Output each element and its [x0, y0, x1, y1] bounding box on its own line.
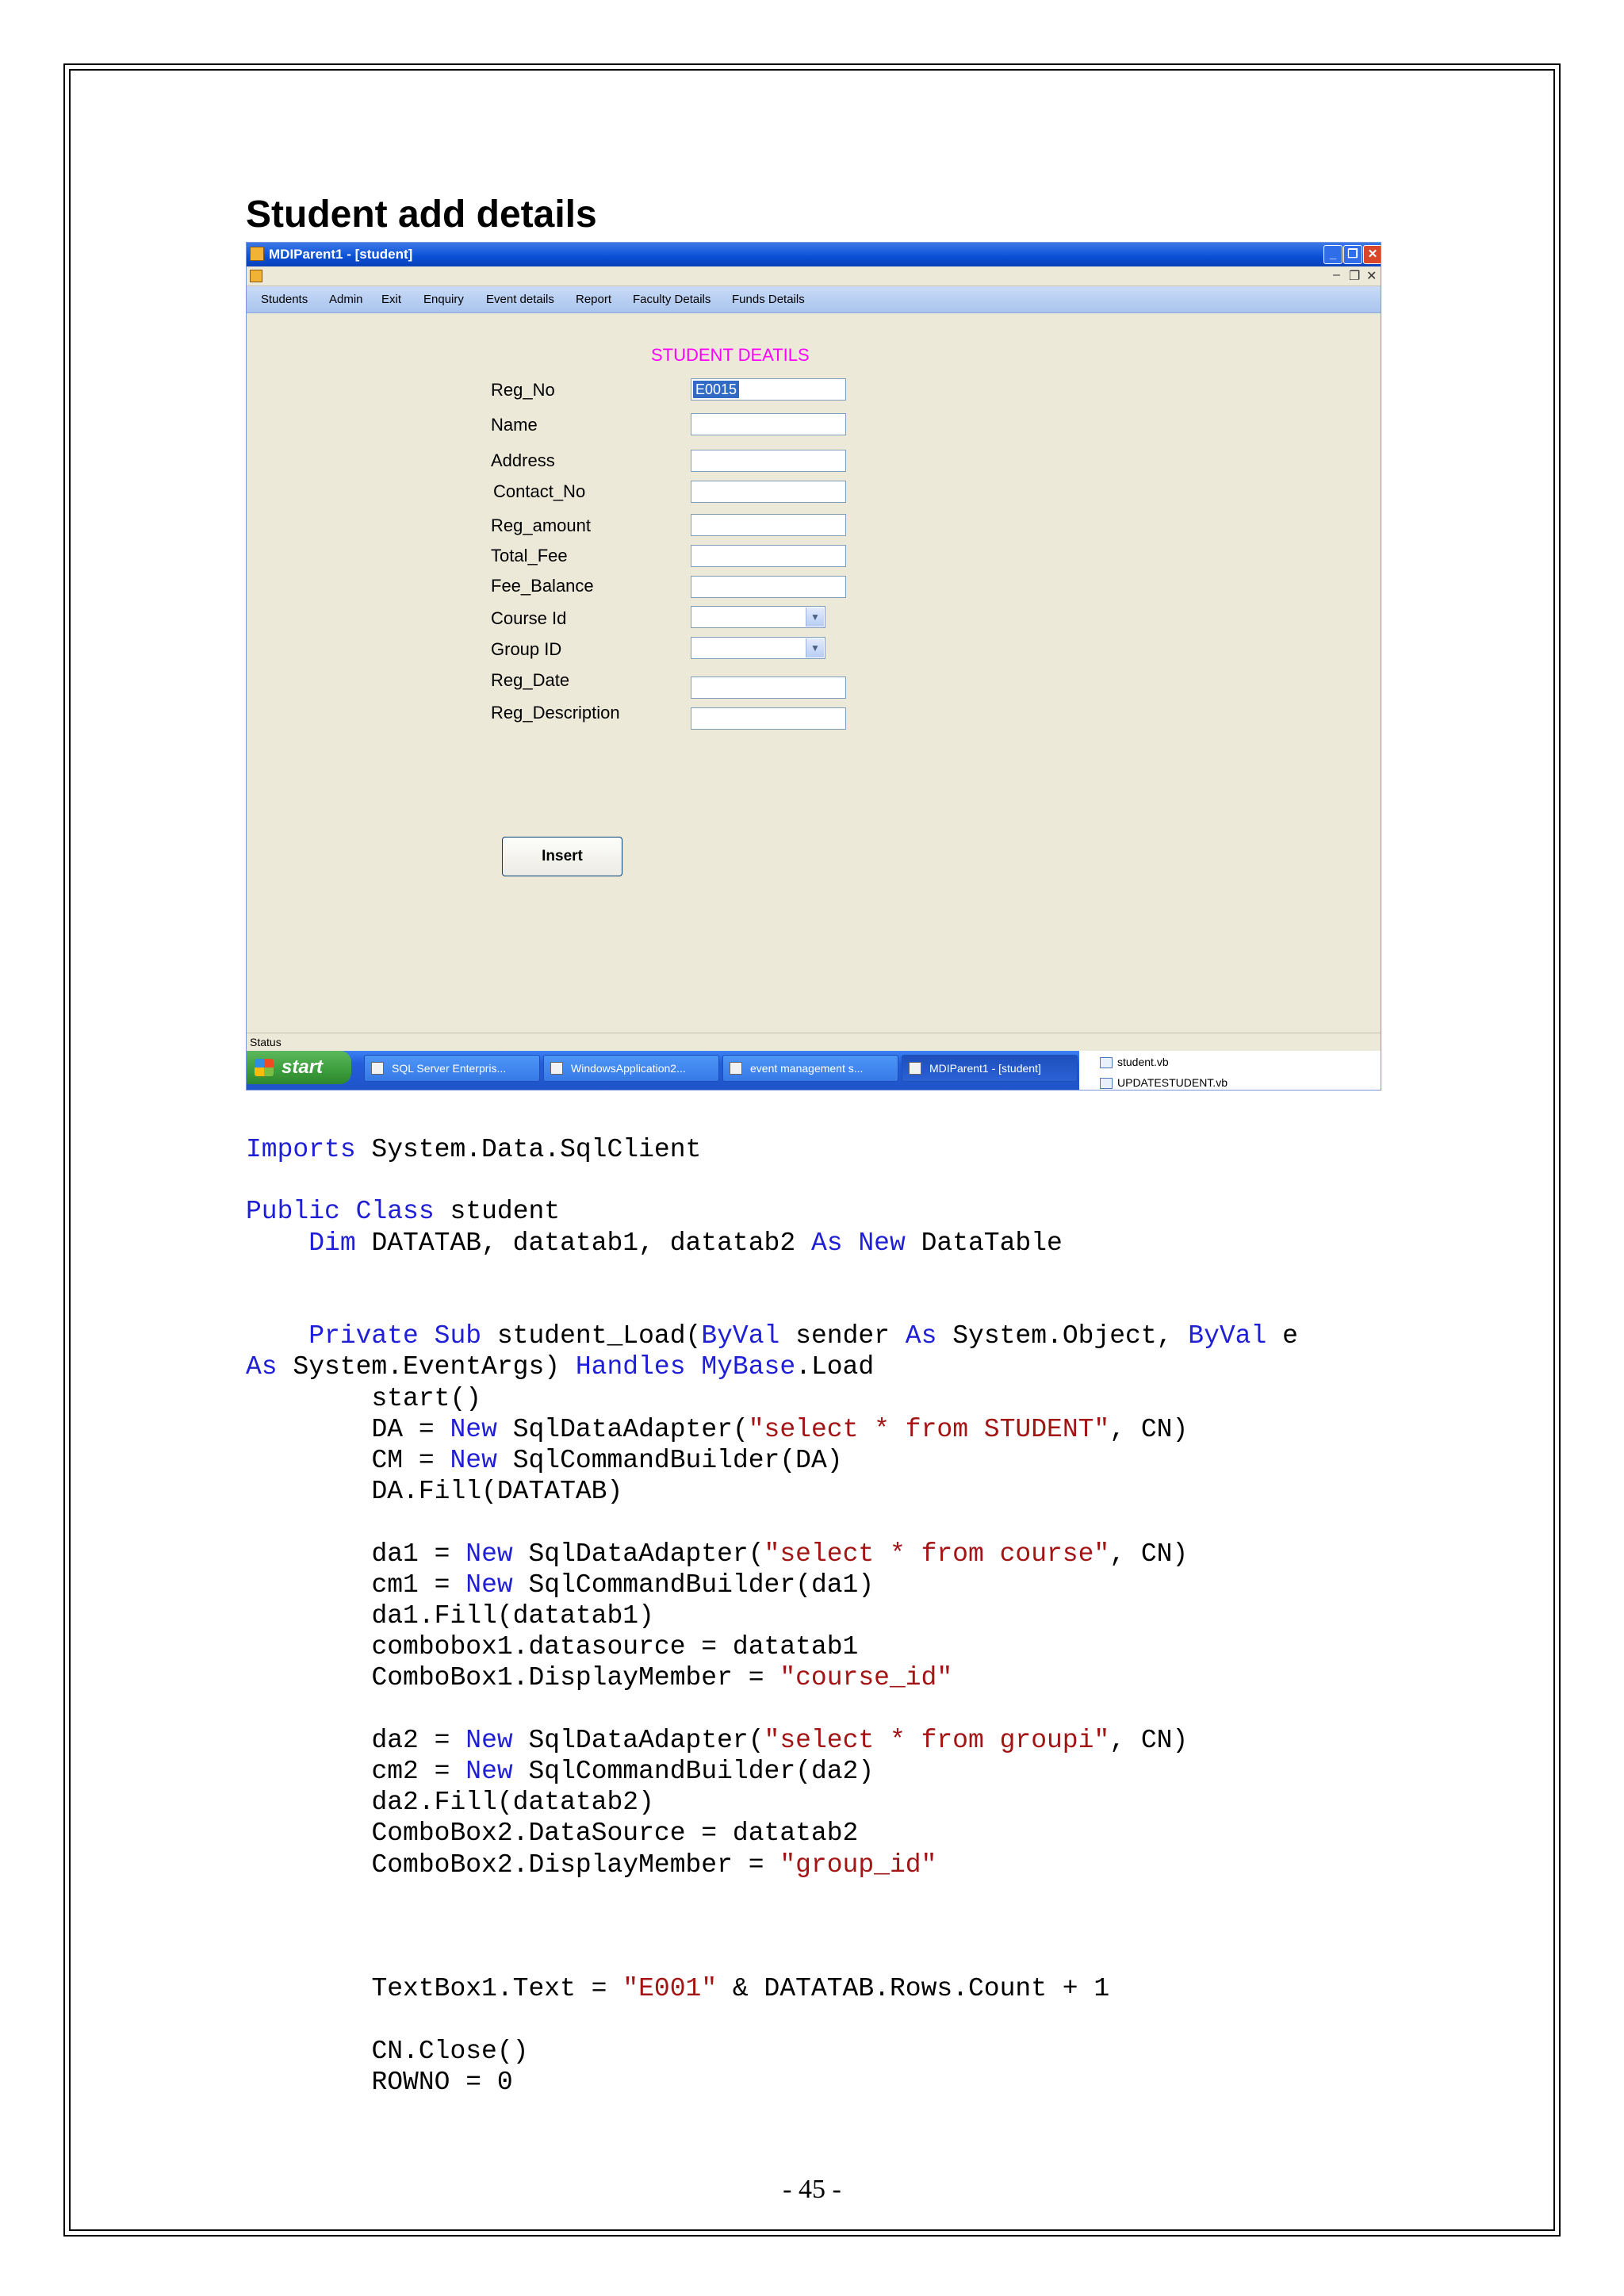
menu-faculty-details[interactable]: Faculty Details	[633, 293, 711, 306]
code-text: SqlCommandBuilder(da1)	[512, 1570, 875, 1600]
chevron-down-icon[interactable]: ▼	[806, 638, 824, 657]
code-keyword: New	[450, 1414, 497, 1444]
code-string: "E001"	[622, 1974, 718, 2004]
code-listing	[246, 1134, 1298, 2098]
mdi-close-button[interactable]: ✕	[1366, 270, 1377, 283]
taskbar-item-label: WindowsApplication2...	[571, 1062, 686, 1075]
code-text: , CN)	[1109, 1414, 1189, 1444]
reg-amount-input[interactable]	[691, 514, 846, 536]
code-text: cm1 =	[371, 1570, 466, 1600]
page-number: - 45 -	[783, 2175, 841, 2204]
menu-funds-details[interactable]: Funds Details	[732, 293, 805, 306]
code-string: "select * from STUDENT"	[748, 1414, 1110, 1444]
code-text: DataTable	[905, 1228, 1063, 1258]
start-button[interactable]	[247, 1051, 351, 1084]
code-text: SqlDataAdapter(	[496, 1414, 749, 1444]
code-string: "select * from groupi"	[764, 1725, 1110, 1755]
code-keyword: MyBase	[701, 1352, 796, 1382]
taskbar-item-windows-app[interactable]	[543, 1055, 719, 1082]
code-keyword: New	[465, 1539, 513, 1569]
form-area	[247, 313, 1381, 1031]
solution-explorer-fragment	[1079, 1051, 1381, 1091]
code-text: student_Load(	[481, 1321, 702, 1351]
code-string: "group_id"	[779, 1849, 937, 1880]
code-string: "course_id"	[779, 1663, 953, 1693]
code-text: start()	[371, 1383, 482, 1413]
code-keyword: Imports	[246, 1135, 356, 1164]
code-text: , CN)	[1109, 1725, 1189, 1755]
code-text: .Load	[795, 1352, 875, 1382]
code-keyword: New	[465, 1570, 513, 1600]
code-text: combobox1.datasource = datatab1	[371, 1632, 859, 1662]
code-keyword: Private	[308, 1321, 419, 1351]
code-keyword: Sub	[434, 1321, 482, 1351]
reg-no-input[interactable]	[691, 378, 846, 401]
insert-button[interactable]: Insert	[502, 837, 622, 876]
taskbar-item-sql-server[interactable]	[364, 1055, 540, 1082]
code-text: DA =	[371, 1414, 450, 1444]
document-icon	[730, 1062, 742, 1075]
close-button[interactable]: ✕	[1363, 245, 1381, 264]
label-name: Name	[491, 415, 538, 435]
taskbar	[247, 1051, 1079, 1091]
taskbar-item-label: event management s...	[750, 1062, 864, 1075]
taskbar-item-event-management[interactable]	[722, 1055, 898, 1082]
mdi-minimize-button[interactable]: –	[1333, 268, 1340, 282]
app-screenshot	[246, 242, 1381, 1091]
code-keyword: Handles	[575, 1352, 686, 1382]
code-keyword: ByVal	[1188, 1321, 1267, 1351]
address-input[interactable]	[691, 450, 846, 472]
code-text: ComboBox2.DisplayMember =	[371, 1849, 780, 1880]
reg-description-input[interactable]	[691, 707, 846, 730]
code-keyword: As	[810, 1228, 843, 1258]
code-keyword: New	[465, 1757, 513, 1787]
code-text: SqlDataAdapter(	[512, 1725, 764, 1755]
label-fee-balance: Fee_Balance	[491, 576, 594, 596]
maximize-button[interactable]: ❐	[1343, 245, 1362, 264]
label-address: Address	[491, 450, 555, 470]
total-fee-input[interactable]	[691, 545, 846, 567]
fee-balance-input[interactable]	[691, 576, 846, 598]
code-text: e	[1266, 1321, 1298, 1351]
menu-admin[interactable]: Admin	[329, 293, 363, 306]
code-text: DATATAB, datatab1, datatab2	[355, 1228, 811, 1258]
label-reg-date: Reg_Date	[491, 670, 570, 690]
mdi-child-icon[interactable]	[250, 270, 262, 282]
code-text: SqlCommandBuilder(DA)	[496, 1446, 843, 1476]
code-text: ComboBox1.DisplayMember =	[371, 1663, 780, 1693]
code-text: da1 =	[371, 1539, 466, 1569]
reg-date-input[interactable]	[691, 677, 846, 699]
visual-studio-icon	[550, 1062, 563, 1075]
taskbar-item-label: MDIParent1 - [student]	[929, 1062, 1041, 1075]
code-text: CM =	[371, 1446, 450, 1476]
group-id-combobox[interactable]	[691, 637, 825, 659]
code-text: TextBox1.Text =	[371, 1974, 623, 2004]
label-reg-amount: Reg_amount	[491, 516, 591, 535]
code-keyword: Public	[246, 1197, 340, 1227]
taskbar-item-mdiparent[interactable]	[902, 1055, 1078, 1082]
label-contact-no: Contact_No	[493, 481, 586, 501]
status-text: Status	[250, 1036, 282, 1048]
title-bar	[247, 243, 1381, 266]
code-string: "select * from course"	[764, 1539, 1110, 1569]
code-keyword: New	[450, 1446, 497, 1476]
taskbar-item-label: SQL Server Enterpris...	[392, 1062, 507, 1075]
mdi-child-bar	[247, 266, 1381, 286]
menu-event-details[interactable]: Event details	[486, 293, 554, 306]
minimize-button[interactable]: _	[1323, 245, 1342, 264]
menu-bar	[247, 286, 1381, 313]
code-text: System.Object,	[936, 1321, 1189, 1351]
chevron-down-icon[interactable]: ▼	[806, 608, 824, 627]
menu-report[interactable]: Report	[576, 293, 612, 306]
code-text: da2 =	[371, 1725, 466, 1755]
code-text: System.EventArgs)	[277, 1352, 576, 1382]
code-text: DA.Fill(DATATAB)	[371, 1477, 623, 1507]
windows-logo-icon	[255, 1059, 274, 1076]
window-title: MDIParent1 - [student]	[269, 247, 413, 262]
label-reg-description: Reg_Description	[491, 703, 620, 723]
vb-file-icon	[1100, 1078, 1113, 1089]
course-id-combobox[interactable]	[691, 606, 825, 628]
label-reg-no: Reg_No	[491, 380, 555, 400]
contact-no-input[interactable]	[691, 481, 846, 503]
code-text: da2.Fill(datatab2)	[371, 1788, 654, 1818]
code-text: sender	[779, 1321, 906, 1351]
code-keyword: New	[465, 1725, 513, 1755]
code-text: CN.Close()	[371, 2036, 529, 2066]
code-text: ComboBox2.DataSource = datatab2	[371, 1819, 859, 1849]
code-text: cm2 =	[371, 1757, 466, 1787]
sql-server-icon	[371, 1062, 384, 1075]
reg-no-value: E0015	[693, 381, 739, 398]
code-text: & DATATAB.Rows.Count + 1	[717, 1974, 1110, 2004]
code-text: System.Data.SqlClient	[355, 1135, 702, 1164]
code-keyword: Dim	[308, 1228, 356, 1258]
section-heading: Student add details	[246, 194, 597, 236]
solution-item[interactable]: UPDATESTUDENT.vb	[1117, 1076, 1228, 1089]
code-text: student	[434, 1197, 561, 1227]
status-bar	[247, 1033, 1381, 1051]
label-group-id: Group ID	[491, 639, 562, 659]
code-keyword: Class	[355, 1197, 435, 1227]
name-input[interactable]	[691, 413, 846, 435]
code-keyword: New	[858, 1228, 906, 1258]
mdi-restore-button[interactable]: ❐	[1349, 270, 1361, 283]
code-text: da1.Fill(datatab1)	[371, 1601, 654, 1631]
start-label: start	[282, 1056, 324, 1078]
menu-enquiry[interactable]: Enquiry	[423, 293, 464, 306]
label-total-fee: Total_Fee	[491, 546, 568, 565]
code-keyword: ByVal	[701, 1321, 780, 1351]
code-text: SqlDataAdapter(	[512, 1539, 764, 1569]
code-keyword: As	[246, 1352, 278, 1382]
menu-exit[interactable]: Exit	[381, 293, 402, 306]
app-icon	[250, 247, 264, 261]
code-text: , CN)	[1109, 1539, 1189, 1569]
code-text: ROWNO = 0	[371, 2068, 513, 2098]
menu-students[interactable]: Students	[261, 293, 308, 306]
code-text: SqlCommandBuilder(da2)	[512, 1757, 875, 1787]
app-icon	[909, 1062, 921, 1075]
vb-file-icon	[1100, 1057, 1113, 1068]
solution-item[interactable]: student.vb	[1117, 1056, 1169, 1068]
label-course-id: Course Id	[491, 608, 567, 628]
code-keyword: As	[905, 1321, 937, 1351]
form-title: STUDENT DEATILS	[651, 345, 810, 365]
